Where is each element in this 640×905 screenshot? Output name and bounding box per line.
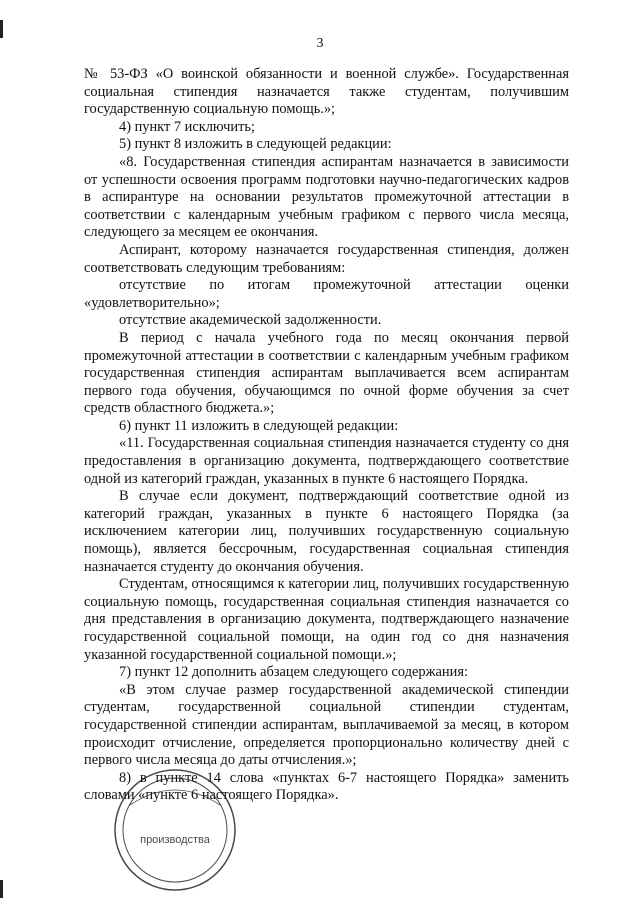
left-edge-mark bbox=[0, 880, 3, 898]
official-stamp bbox=[110, 765, 240, 895]
paragraph: «11. Государственная социальная стипендия назначается студенту со дня предоставления в организацию документа, подтверждающего соответствие одной из категорий граждан, указанных в пункте 6 настоящего Порядка. bbox=[84, 435, 569, 487]
paragraph: 7) пункт 12 дополнить абзацем следующего содержания: bbox=[119, 664, 468, 681]
paragraph: В случае если документ, подтверждающий соответствие одной из категорий граждан, указанных в пункте 6 настоящего Порядка (за исключением категории лиц, получивших государственную социальную помощь), является бессрочным, государственная социальная стипендия назначается студенту до окончания обучения. bbox=[84, 488, 569, 575]
paragraph: Студентам, относящимся к категории лиц, получивших государственную социальную помощь, государственная социальная стипендия назначается со дня представления в организацию документа, подтверждающего назначение государственной социальной помощи, на один год со дня назначения указанной государственной социальной помощи.»; bbox=[84, 576, 569, 663]
paragraph: 5) пункт 8 изложить в следующей редакции: bbox=[119, 136, 392, 153]
paragraph: В период с начала учебного года по месяц окончания первой промежуточной аттестации в соответствии с календарным учебным графиком государственная стипендия аспирантам выплачивается всем аспирантам первого года обучения, обучающимся по очной форме обучения за счет средств областного бюджета.»; bbox=[84, 329, 569, 417]
paragraph: № 53-ФЗ «О воинской обязанности и военной службе». Государственная социальная стипендия назначается также студентам, получившим государственную социальную помощь.»; bbox=[84, 66, 569, 118]
page-number: 3 bbox=[316, 36, 324, 51]
paragraph: 8) в пункте 14 слова «пунктах 6-7 настоящего Порядка» заменить словами «пункте 6 настоящего Порядка». bbox=[84, 769, 569, 804]
paragraph: Аспирант, которому назначается государственная стипендия, должен соответствовать следующим требованиям: bbox=[84, 241, 569, 276]
document-body bbox=[84, 66, 569, 805]
paragraph: 4) пункт 7 исключить; bbox=[119, 118, 255, 135]
paragraph: отсутствие академической задолженности. bbox=[119, 312, 382, 329]
paragraph: «В этом случае размер государственной академической стипендии студентам, государственной социальной стипендии студентам, государственной стипендии аспирантам, выплачиваемой за месяц, в котором происходит отчисление, определяется пропорционально количеству дней с первого числа месяца до даты отчисления.»; bbox=[84, 681, 569, 769]
paragraph: 6) пункт 11 изложить в следующей редакции: bbox=[119, 417, 399, 434]
paragraph: отсутствие по итогам промежуточной аттестации оценки «удовлетворительно»; bbox=[84, 277, 569, 311]
stamp-text: производства bbox=[140, 834, 210, 846]
paragraph: «8. Государственная стипендия аспирантам назначается в зависимости от успешности освоения программ подготовки научно-педагогических кадров в аспирантуре на основании результатов промежуточной аттестации в соответствии с календарным учебным графиком с первого числа месяца, следующего за месяцем ее окончания. bbox=[84, 153, 569, 241]
